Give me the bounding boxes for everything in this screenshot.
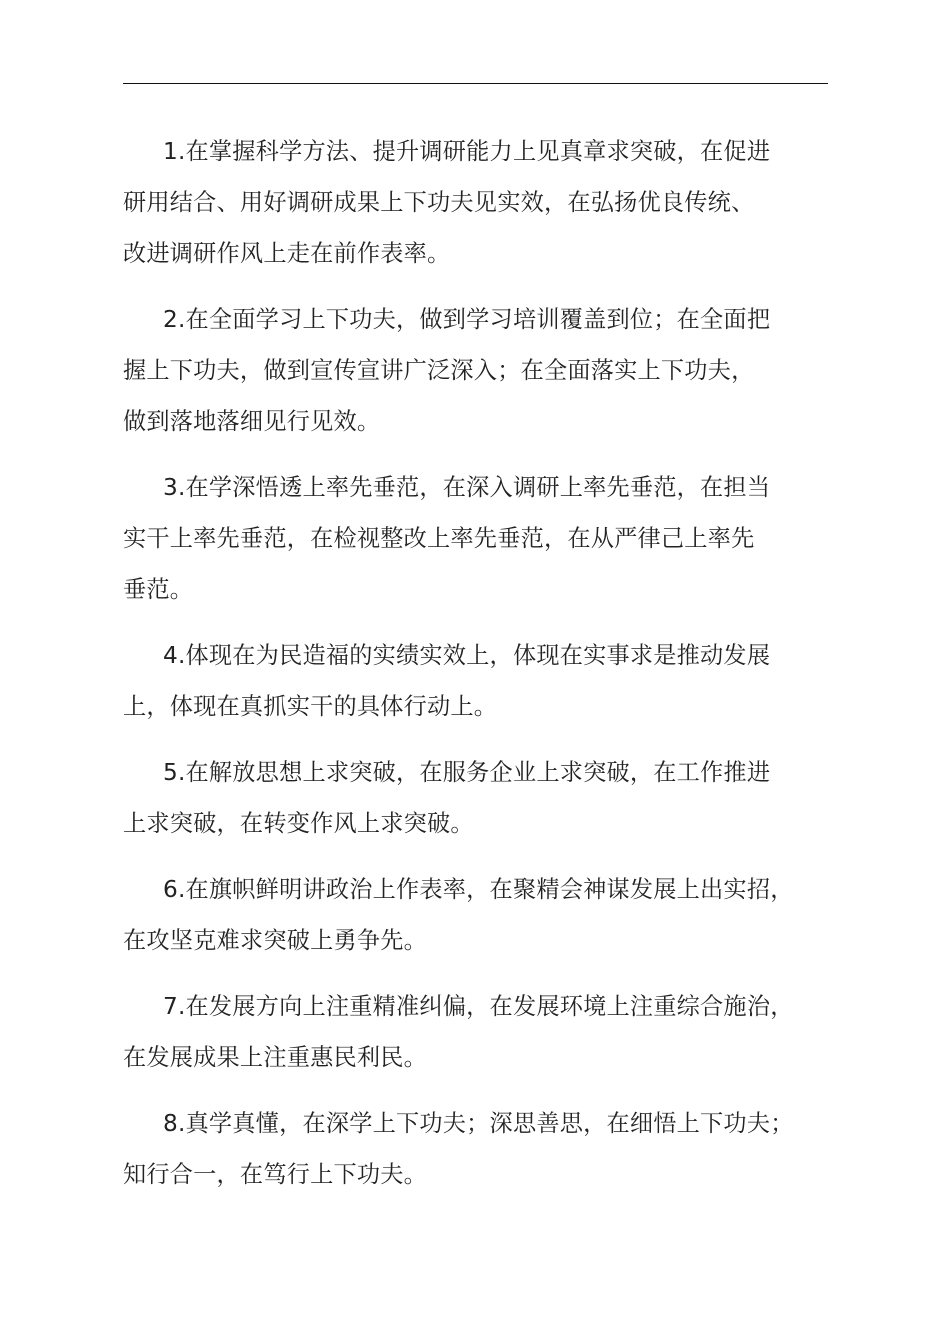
- paragraph-5: 5.在解放思想上求突破，在服务企业上求突破，在工作推进 上求突破，在转变作风上求突破。: [123, 759, 771, 837]
- paragraph-2: 2.在全面学习上下功夫，做到学习培训覆盖到位；在全面把 握上下功夫，做到宣传宣讲广泛深入；在全面落实上下功夫， 做到落地落细见行见效。: [123, 306, 771, 435]
- paragraph-7: 7.在发展方向上注重精准纠偏，在发展环境上注重综合施治， 在发展成果上注重惠民利民。: [123, 993, 794, 1071]
- paragraph-4: 4.体现在为民造福的实绩实效上，体现在实事求是推动发展 上，体现在真抓实干的具体行动上。: [123, 642, 771, 720]
- paragraph-8: 8.真学真懂，在深学上下功夫；深思善思，在细悟上下功夫； 知行合一，在笃行上下功夫。: [123, 1110, 794, 1188]
- paragraph-1: 1.在掌握科学方法、提升调研能力上见真章求突破，在促进 研用结合、用好调研成果上下功夫见实效，在弘扬优良传统、 改进调研作风上走在前作表率。: [123, 138, 771, 267]
- paragraph-6: 6.在旗帜鲜明讲政治上作表率，在聚精会神谋发展上出实招， 在攻坚克难求突破上勇争先。: [123, 876, 794, 954]
- header-rule: [123, 83, 828, 84]
- document-body: [123, 126, 851, 1215]
- paragraph-3: 3.在学深悟透上率先垂范，在深入调研上率先垂范，在担当 实干上率先垂范，在检视整改上率先垂范，在从严律己上率先 垂范。: [123, 474, 771, 603]
